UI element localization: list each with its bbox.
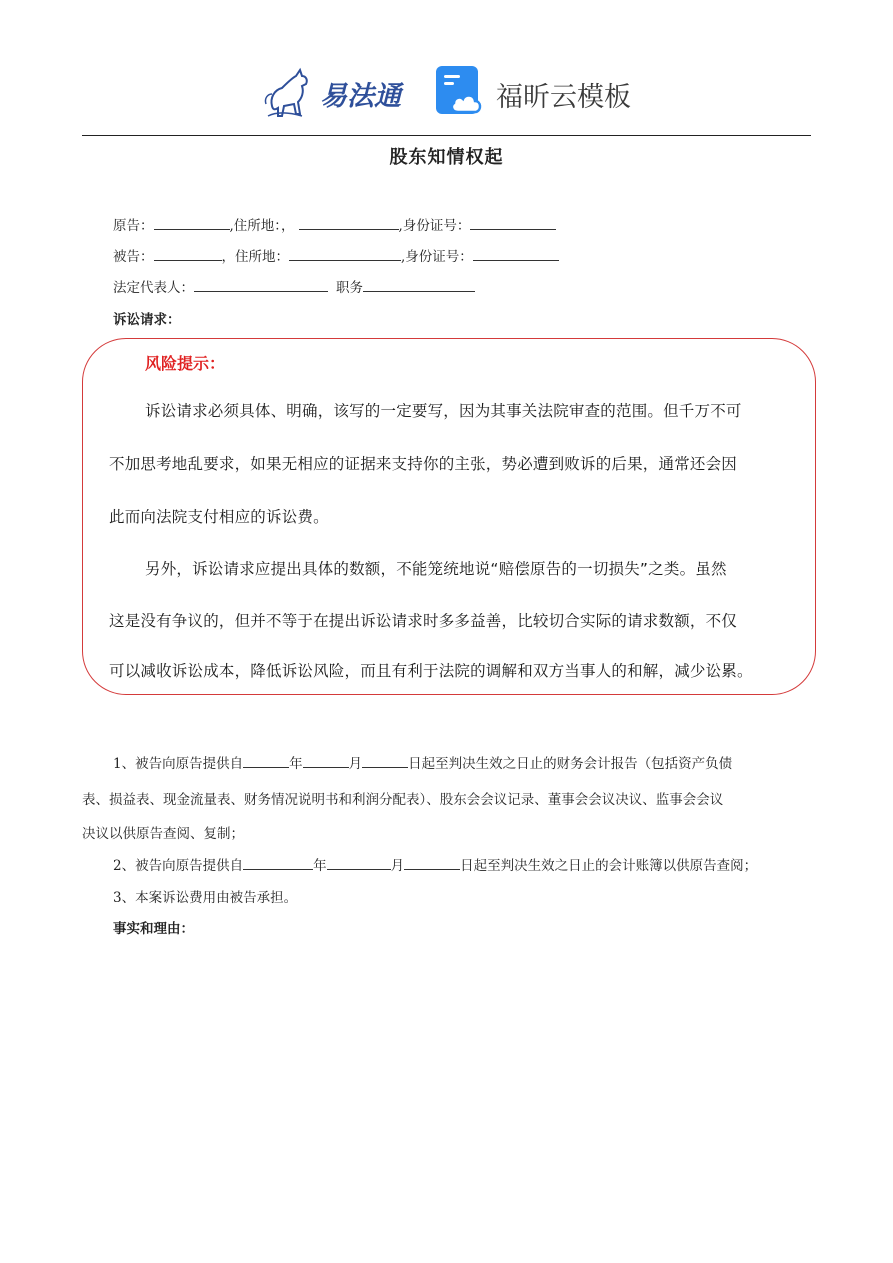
legal-rep-blank — [194, 280, 328, 292]
foxit-cloud-template-logo — [436, 66, 656, 120]
risk-para1-line1: 诉讼请求必须具体、明确，该写的一定要写，因为其事关法院审查的范围。但千万不可 — [145, 402, 742, 420]
position-blank — [363, 280, 475, 292]
plaintiff-label: 原告： — [113, 218, 154, 234]
claim-1-month-blank — [303, 756, 349, 768]
plaintiff-line — [113, 214, 556, 234]
plaintiff-id-blank — [470, 218, 556, 230]
facts-heading: 事实和理由： — [113, 921, 194, 937]
plaintiff-name-blank — [154, 218, 230, 230]
header — [0, 58, 893, 128]
claims-heading: 诉讼请求： — [113, 312, 181, 328]
defendant-id-label: ,身份证号： — [401, 249, 473, 265]
defendant-label: 被告： — [113, 249, 154, 265]
claim-1-line3: 决议以供原告查阅、复制； — [82, 826, 244, 842]
claim-1-end: 日起至判决生效之日止的财务会计报告（包括资产负债 — [408, 756, 733, 772]
defendant-residence-label: ，住所地： — [221, 249, 289, 265]
claim-1-start: 1、被告向原告提供自 — [113, 756, 244, 772]
claim-2-year: 年 — [313, 858, 327, 874]
risk-para2-line2: 这是没有争议的，但并不等于在提出诉讼请求时多多益善，比较切合实际的请求数额，不仅 — [109, 612, 738, 630]
document-title: 股东知情权起 — [389, 147, 504, 168]
claim-1-day-blank — [362, 756, 408, 768]
claim-2-start: 2、被告向原告提供自 — [113, 858, 244, 874]
defendant-name-blank — [154, 249, 222, 261]
risk-para2-line1: 另外，诉讼请求应提出具体的数额，不能笼统地说“赔偿原告的一切损失”之类。虽然 — [145, 560, 727, 578]
legal-rep-label: 法定代表人： — [113, 280, 194, 296]
claim-1-month: 月 — [348, 756, 363, 772]
claim-2-line — [113, 854, 757, 874]
risk-title: 风险提示： — [145, 354, 226, 373]
risk-warning-box — [82, 338, 816, 695]
position-label: 职务 — [336, 280, 363, 296]
legal-rep-line — [113, 276, 475, 296]
risk-para2-line3: 可以减收诉讼成本，降低诉讼风险，而且有利于法院的调解和双方当事人的和解，减少讼累。 — [109, 662, 753, 680]
claim-2-day-blank — [404, 858, 460, 870]
claim-3-line: 3、本案诉讼费用由被告承担。 — [113, 890, 298, 906]
claim-1-line1 — [113, 752, 732, 772]
defendant-id-blank — [473, 249, 559, 261]
claim-2-year-blank — [243, 858, 313, 870]
claim-1-year: 年 — [289, 756, 303, 772]
header-divider — [82, 135, 811, 136]
yifatong-logo-text: 易法通 — [320, 81, 401, 112]
risk-para1-line3: 此而向法院支付相应的诉讼费。 — [109, 508, 329, 526]
unicorn-icon — [262, 64, 320, 122]
plaintiff-residence-blank — [299, 218, 399, 230]
foxit-logo-text: 福昕云模板 — [496, 82, 631, 113]
claim-1-year-blank — [243, 756, 289, 768]
plaintiff-residence-label: ,住所地：， — [229, 218, 295, 234]
claim-1-line2: 表、损益表、现金流量表、财务情况说明书和利润分配表）、股东会会议记录、董事会会议决议、监事会会议 — [82, 792, 724, 808]
claim-2-end: 日起至判决生效之日止的会计账簿以供原告查阅； — [460, 858, 758, 874]
defendant-residence-blank — [289, 249, 401, 261]
claim-2-month-blank — [327, 858, 391, 870]
risk-para1-line2: 不加思考地乱要求，如果无相应的证据来支持你的主张，势必遭到败诉的后果，通常还会因 — [109, 455, 738, 473]
plaintiff-id-label: ,身份证号： — [398, 218, 471, 234]
defendant-line — [113, 245, 559, 265]
claim-2-month: 月 — [390, 858, 405, 874]
cloud-document-icon — [436, 66, 486, 116]
yifatong-logo — [262, 64, 422, 124]
